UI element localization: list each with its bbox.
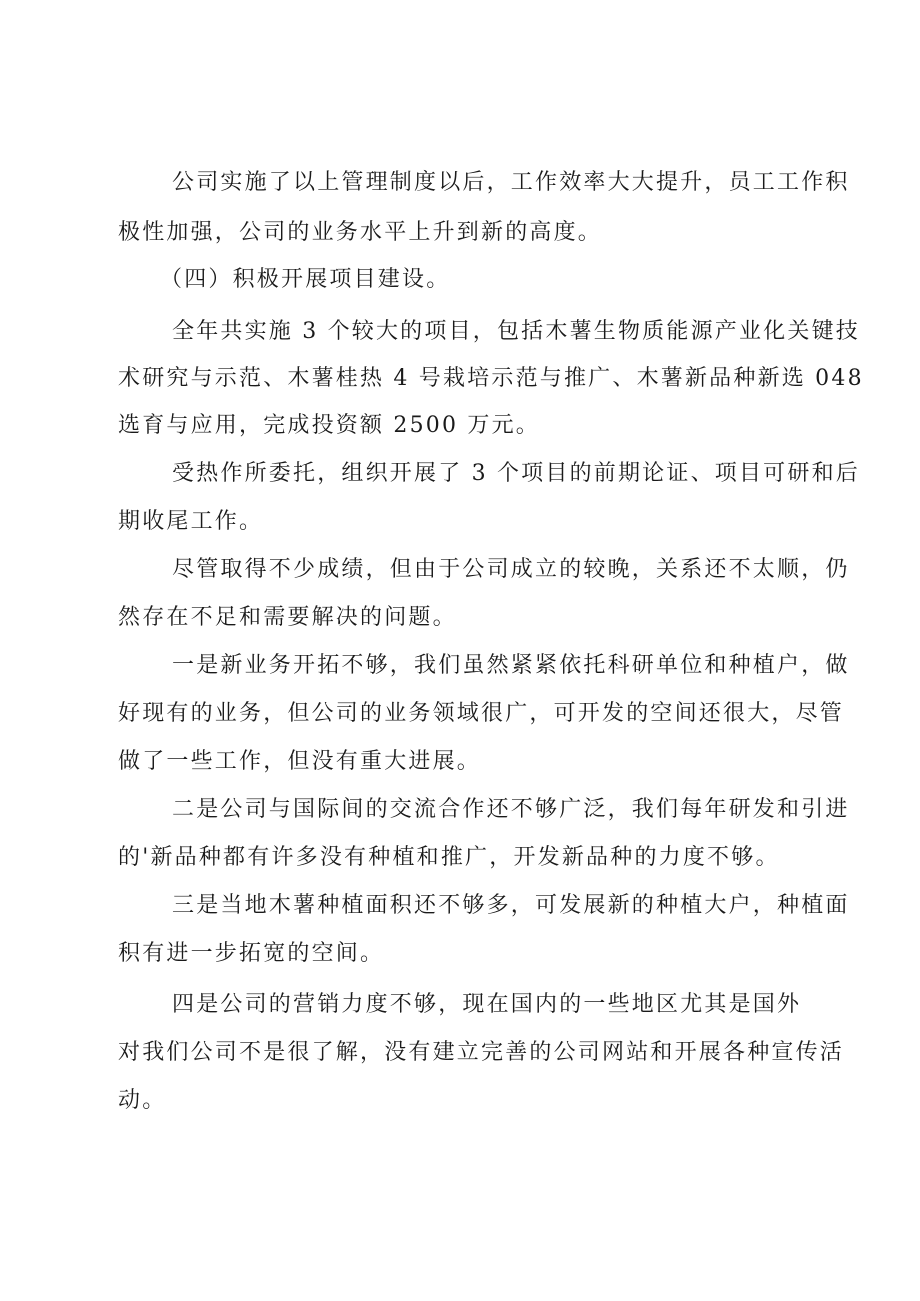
paragraph-line: 动。 <box>118 1088 167 1113</box>
paragraph-line: 全年共实施 3 个较大的项目，包括木薯生物质能源产业化关键技 <box>172 319 860 344</box>
paragraph-line: 对我们公司不是很了解，没有建立完善的公司网站和开展各种宣传活 <box>118 1040 845 1065</box>
paragraph-line: 积有进一步拓宽的空间。 <box>118 941 385 966</box>
paragraph-line: 好现有的业务，但公司的业务领域很广，可开发的空间还很大，尽管 <box>118 701 845 726</box>
paragraph-line: 的'新品种都有许多没有种植和推广，开发新品种的力度不够。 <box>118 845 780 870</box>
paragraph-line: 做了一些工作，但没有重大进展。 <box>118 749 482 774</box>
paragraph-line: 然存在不足和需要解决的问题。 <box>118 605 457 630</box>
paragraph-line: 受热作所委托，组织开展了 3 个项目的前期论证、项目可研和后 <box>172 461 860 486</box>
paragraph-line: 极性加强，公司的业务水平上升到新的高度。 <box>118 220 603 245</box>
paragraph-line: 公司实施了以上管理制度以后，工作效率大大提升，员工工作积 <box>172 170 850 195</box>
paragraph-line: 选育与应用，完成投资额 2500 万元。 <box>118 413 540 438</box>
paragraph-line: 三是当地木薯种植面积还不够多，可发展新的种植大户，种植面 <box>172 893 850 918</box>
section-heading-text: （四）积极开展项目建设。 <box>160 267 451 292</box>
paragraph-line: 尽管取得不少成绩，但由于公司成立的较晚，关系还不太顺，仍 <box>172 557 850 582</box>
paragraph-line: 一是新业务开拓不够，我们虽然紧紧依托科研单位和种植户，做 <box>172 653 850 678</box>
paragraph-line: 二是公司与国际间的交流合作还不够广泛，我们每年研发和引进 <box>172 797 850 822</box>
paragraph-line: 期收尾工作。 <box>118 509 264 534</box>
paragraph-line: 术研究与示范、木薯桂热 4 号栽培示范与推广、木薯新品种新选 048 <box>118 366 864 391</box>
paragraph-line: 四是公司的营销力度不够，现在国内的一些地区尤其是国外 <box>172 992 802 1017</box>
